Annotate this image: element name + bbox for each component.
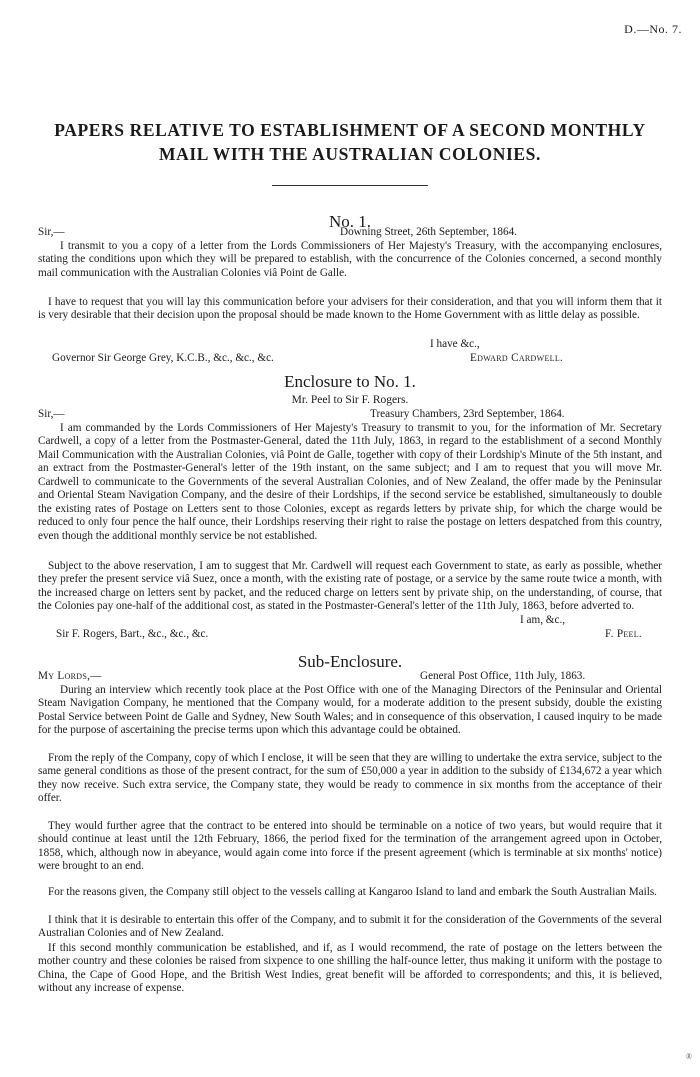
salutation: Sir,— [38, 226, 65, 238]
signature: Edward Cardwell. [470, 352, 564, 364]
from-to: Mr. Peel to Sir F. Rogers. [291, 394, 409, 406]
salutation: My Lords,— [38, 670, 102, 682]
section-heading-sub-enclosure: Sub-Enclosure. [297, 652, 403, 671]
closing: I am, &c., [520, 614, 566, 626]
letter-paragraph: I think that it is desirable to entertain this offer of the Company, and to submit it for the consideration of the Governments of the several Australian Colonies and of New Zealand. [38, 914, 662, 940]
page-mark: ® [685, 1052, 692, 1061]
addressee: Governor Sir George Grey, K.C.B., &c., &c., &c. [52, 352, 274, 364]
title-divider [272, 185, 428, 186]
letter-paragraph: Subject to the above reservation, I am to suggest that Mr. Cardwell will request each Government to state, as early as possible, whether they prefer the present service viâ Suez, once a month, with the existing rate of postage, or a service by the same route twice a month, with the increased charge on letters sent by packet, and the reduced charge on letters sent by private ship, on the understanding, of course, that the Colonies pay one-half of the additional cost, as stated in the Postmaster-General's letter of the 11th July, 1863, before adverted to. [38, 560, 662, 613]
letter-paragraph: If this second monthly communication be established, and if, as I would recommend, the rate of postage on the letters between the mother country and these colonies be raised from sixpence to one shilling the half-ounce letter, thus making it uniform with the postage to China, the Cape of Good Hope, and the British West Indies, great benefit will be afforded to correspondents; and this, it is believed, without any increase of expense. [38, 942, 662, 995]
letter-paragraph: They would further agree that the contract to be entered into should be terminable on a notice of two years, but would require that it should continue at least until the 12th February, 1866, the period fixed for the termination of the arrangement agreed upon in October, 1858, which, although now in abeyance, would again come into force if the present agreement (which is terminable at six months' notice) were brought to an end. [38, 820, 662, 873]
section-heading-enclosure: Enclosure to No. 1. [284, 372, 416, 391]
letter-paragraph: For the reasons given, the Company still object to the vessels calling at Kangaroo Island to land and embark the South Australian Mails. [48, 886, 657, 898]
letter-paragraph: I have to request that you will lay this communication before your advisers for their consideration, and that you will inform them that it is very desirable that their decision upon the proposal should be made known to the Home Government with as little delay as possible. [38, 296, 662, 322]
closing: I have &c., [430, 338, 480, 350]
place-date: Downing Street, 26th September, 1864. [340, 226, 517, 238]
salutation: Sir,— [38, 408, 65, 420]
addressee: Sir F. Rogers, Bart., &c., &c., &c. [56, 628, 209, 640]
letter-paragraph: I am commanded by the Lords Commissioners of Her Majesty's Treasury to transmit to you, for the information of Mr. Secretary Cardwell, a copy of a letter from the Postmaster-General, dated the 11th July, 1863, in regard to the establishment of a second Monthly Mail Communication with the Australian Colonies, viâ Point de Galle, together with copy of their Lordship's Minute of the 5th instant, and an extract from the Postmaster-General's letter of the 19th instant, on the same subject; and I am to request that you will move Mr. Cardwell to communicate to the Governments of the several Australian Colonies, and of New Zealand, the offer made by the Peninsular and Oriental Steam Navigation Company, and the desire of their Lordships, if the second service be established, simultaneously to double the existing rates of Postage on Letters sent to those Colonies, except as regards letters by private ship, for which the charge would be reduced to only four pence the half ounce, their Lordships reserving their right to raise the postage on letters despatched from this country, even though the additional monthly service be not established. [38, 422, 662, 542]
signature: F. Peel. [605, 628, 642, 640]
place-date: Treasury Chambers, 23rd September, 1864. [370, 408, 565, 420]
place-date: General Post Office, 11th July, 1863. [420, 670, 586, 682]
letter-paragraph: During an interview which recently took place at the Post Office with one of the Managing Directors of the Peninsular and Oriental Steam Navigation Company, he mentioned that the Company would, for a moderate addition to the present subsidy, double the existing Postal Service between Point de Galle and Sydney, New South Wales; and in consequence of this observation, I caused inquiry to be made for the purpose of ascertaining the precise terms upon which this advantage could be obtained. [38, 684, 662, 737]
document-title: PAPERS RELATIVE TO ESTABLISHMENT OF A SECOND MONTHLY MAIL WITH THE AUSTRALIAN COLONIES. [54, 120, 646, 164]
section-heading-no1: No. 1. [328, 212, 372, 231]
document-reference: D.—No. 7. [624, 22, 682, 36]
letter-paragraph: From the reply of the Company, copy of which I enclose, it will be seen that they are willing to undertake the extra service, subject to the same general conditions as those of the present contract, for the sum of £50,000 a year in addition to the subsidy of £134,672 a year which they now receive. Such extra service, the Company state, they would be ready to commence in six months from the acceptance of their offer. [38, 752, 662, 805]
letter-paragraph: I transmit to you a copy of a letter from the Lords Commissioners of Her Majesty's Treasury, with the accompanying enclosures, stating the conditions upon which they will be prepared to establish, with the concurrence of the Colonies concerned, a second monthly mail communication with the Australian Colonies viâ Point de Galle. [38, 240, 662, 279]
